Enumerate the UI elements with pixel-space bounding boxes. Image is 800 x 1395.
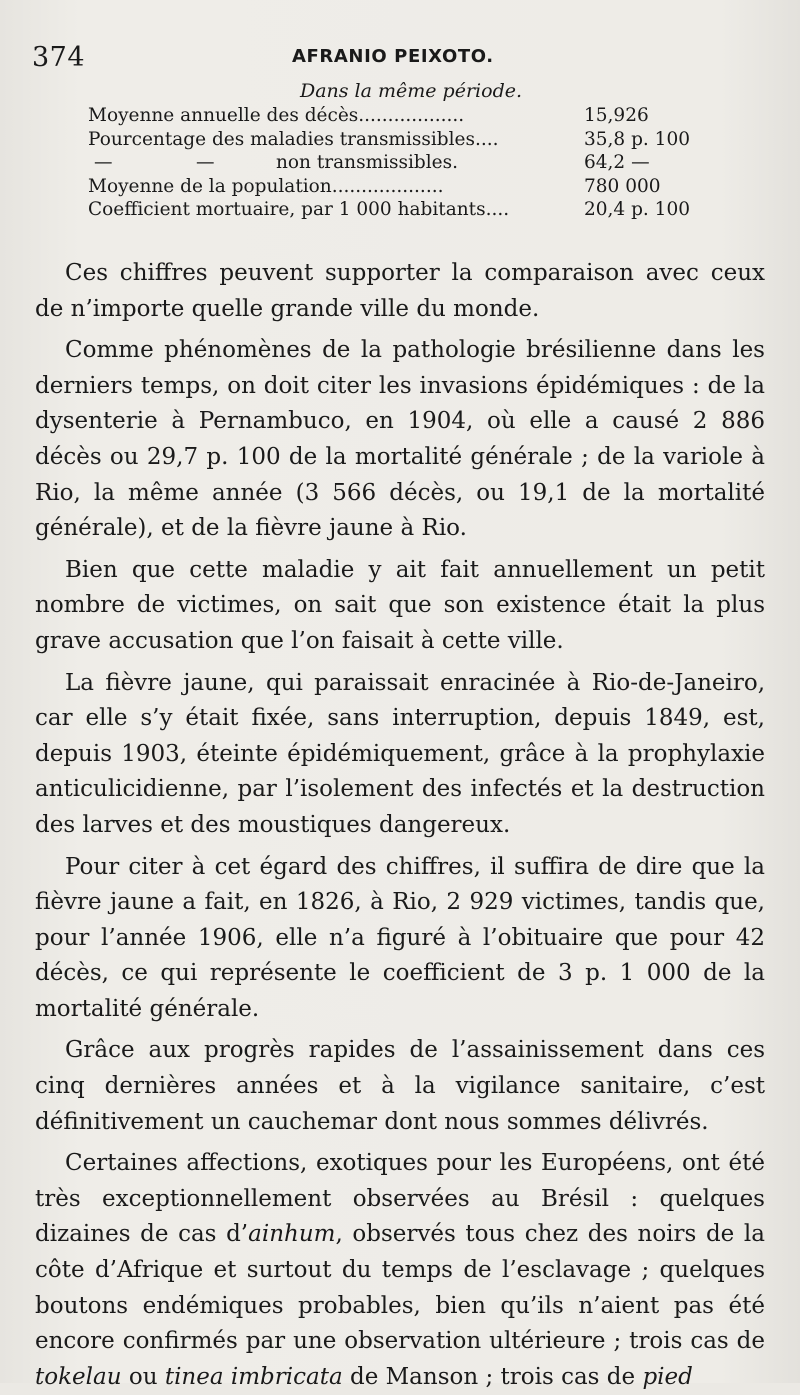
stat-row [88,128,708,152]
stat-label: non transmissibles. [276,152,459,173]
page-number: 374 [32,42,86,73]
stat-row [88,198,708,222]
italic-term: ainhum [248,1221,336,1248]
stat-row [88,175,708,199]
paragraph: La fièvre jaune, qui paraissait enracinée à Rio-de-Janeiro, car elle s’y était fixée, sans interruption, depuis 1849, est, depuis 1903, éteinte épidémiquement, grâce à la prophylaxie anticulicidienne, par l’isolement des infectés et la destruction des larves et des moustiques dangereux. [35,669,765,838]
italic-term: pied [642,1363,693,1390]
body-text [35,256,765,1395]
stat-value: 20,4 p. 100 [584,199,690,220]
italic-term: tokelau [35,1363,122,1390]
page-header [30,40,770,73]
paragraph: Comme phénomènes de la pathologie brésilienne dans les derniers temps, on doit citer les invasions épidémiques : de la dysenterie à Pernambuco, en 1904, où elle a causé 2 886 décès ou 29,7 p. 100 de la mortalité générale ; de la variole à Rio, la même année (3 566 décès, ou 19,1 de la mortalité générale), et de la fièvre jaune à Rio. [35,337,765,542]
stat-label: Moyenne de la population................... [88,175,444,197]
ditto-dash: — [94,152,113,173]
stat-label: Pourcentage des maladies transmissibles.... [88,128,499,150]
running-head: AFRANIO PEIXOTO. [292,46,494,67]
text-run: ou [121,1363,165,1390]
stat-value: 64,2 — [584,152,650,173]
paragraph: Bien que cette maladie y ait fait annuellement un petit nombre de victimes, on sait que son existence était la plus grave accusation que l’on faisait à cette ville. [35,556,765,654]
stat-value: 15,926 [584,105,649,126]
paragraph: Grâce aux progrès rapides de l’assainissement dans ces cinq dernières années et à la vigilance sanitaire, c’est définitivement un cauchemar dont nous sommes délivrés. [35,1037,765,1135]
text-run: de Manson ; trois cas de [342,1363,643,1390]
statistics-table [88,78,708,222]
stat-label: Moyenne annuelle des décès.................. [88,105,465,126]
paragraph: Ces chiffres peuvent supporter la comparaison avec ceux de n’importe quelle grande ville du monde. [35,260,765,322]
paragraph [35,1146,765,1395]
ditto-dash: — [196,152,215,173]
statistics-title: Dans la même période. [299,80,523,102]
paragraph: Pour citer à cet égard des chiffres, il suffira de dire que la fièvre jaune a fait, en 1826, à Rio, 2 929 victimes, tandis que, pour l’année 1906, elle n’a figuré à l’obituaire que pour 42 décès, ce qui représente le coefficient de 3 p. 1 000 de la mortalité générale. [35,853,765,1022]
italic-term: tinea imbricata [164,1363,343,1390]
stat-row [88,151,708,175]
stat-row [88,104,708,128]
text-run: , observés tous chez des noirs de la côte d’Afrique et surtout du temps de l’esclavage ; quelques boutons endémiques probables, bien qu’ils n’aient pas été encore confirmés par une observation ultérieure ; trois cas de [35,1221,765,1355]
stat-label: Coefficient mortuaire, par 1 000 habitants.... [88,199,510,220]
stat-value: 780 000 [584,175,661,197]
text-run: Certaines affections, exotiques pour les Européens, ont été très exceptionnellement observées au Brésil : quelques dizaines de cas d’ [35,1150,765,1248]
stat-value: 35,8 p. 100 [584,128,690,150]
